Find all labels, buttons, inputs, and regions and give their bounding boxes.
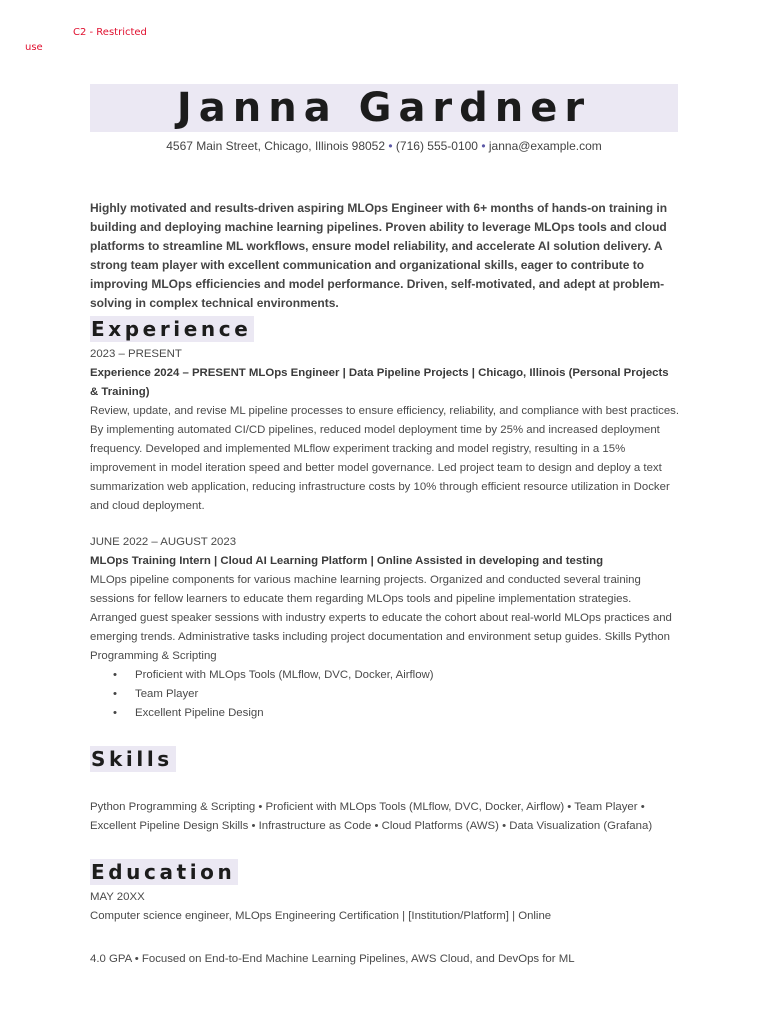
job-description: Review, update, and revise ML pipeline processes to ensure efficiency, reliability, and compliance with best practices. By implementing automated CI/CD pipelines, reduced model deployment time by 25% and increased deployment frequency. Developed and implemented MLflow experiment tracking and model registry, resulting in a 15% improvement in model iteration speed and better model governance. Led project team to design and deploy a text summarization web application, reducing infrastructure costs by 10% through efficient resource utilization in Docker and cloud deployment. [90, 405, 680, 512]
job-entry [90, 533, 680, 723]
contact-email[interactable]: janna@example.com [488, 139, 602, 153]
contact-separator: • [481, 139, 486, 153]
experience-heading: Experience [90, 316, 254, 342]
professional-summary: Highly motivated and results-driven aspiring MLOps Engineer with 6+ months of hands-on training in building and deploying machine learning pipelines. Proven ability to leverage MLOps tools and cloud platforms to streamline ML workflows, ensure model reliability, and accelerate AI solution delivery. A strong team player with excellent communication and organizational skills, eager to contribute to improving MLOps efficiencies and model performance. Driven, self-motivated, and adept at problem-solving in complex technical environments. [90, 201, 668, 310]
contact-address: 4567 Main Street, Chicago, Illinois 98052 [166, 139, 386, 153]
education-degree: Computer science engineer, MLOps Engineering Certification | [Institution/Platform] | Online [90, 910, 552, 922]
skills-bullet-list [90, 666, 680, 723]
list-item: • Proficient with MLOps Tools (MLflow, DVC, Docker, Airflow) [90, 666, 680, 685]
list-item: • Excellent Pipeline Design [90, 704, 680, 723]
job-description: MLOps pipeline components for various machine learning projects. Organized and conducted several training sessions for fellow learners to educate them regarding MLOps tools and pipeline implementation strategies. Arranged guest speaker sessions with industry experts to educate the cohort about real-world MLOps practices and emerging trends. Administrative tasks including project documentation and environment setup guides. Skills Python Programming & Scripting [90, 574, 672, 662]
education-entry [90, 888, 680, 926]
contact-phone: (716) 555-0100 [395, 139, 478, 153]
job-entry [90, 345, 680, 516]
education-details: 4.0 GPA • Focused on End-to-End Machine Learning Pipelines, AWS Cloud, and DevOps for ML [90, 953, 575, 965]
classification-label: C2 - Restricted [73, 27, 147, 38]
skills-text: Python Programming & Scripting • Proficient with MLOps Tools (MLflow, DVC, Docker, Airflow) • Team Player • Excellent Pipeline Design Skills • Infrastructure as Code • Cloud Platforms (AWS) • Data Visualization (Grafana) [90, 801, 653, 832]
job-dates: 2023 – PRESENT [90, 348, 182, 360]
education-date: MAY 20XX [90, 891, 145, 903]
job-dates: JUNE 2022 – AUGUST 2023 [90, 536, 237, 548]
skills-heading: Skills [90, 746, 176, 772]
job-title: Experience 2024 – PRESENT MLOps Engineer | Data Pipeline Projects | Chicago, Illinois (Personal Projects & Training) [90, 367, 669, 398]
contact-separator: • [388, 139, 393, 153]
contact-line [90, 139, 678, 153]
classification-label-suffix: use [25, 42, 43, 53]
candidate-name: Janna Gardner [176, 85, 592, 131]
education-heading: Education [90, 859, 238, 885]
name-banner [90, 84, 678, 132]
job-title: MLOps Training Intern | Cloud AI Learning Platform | Online Assisted in developing and testing [90, 555, 604, 567]
list-item: • Team Player [90, 685, 680, 704]
